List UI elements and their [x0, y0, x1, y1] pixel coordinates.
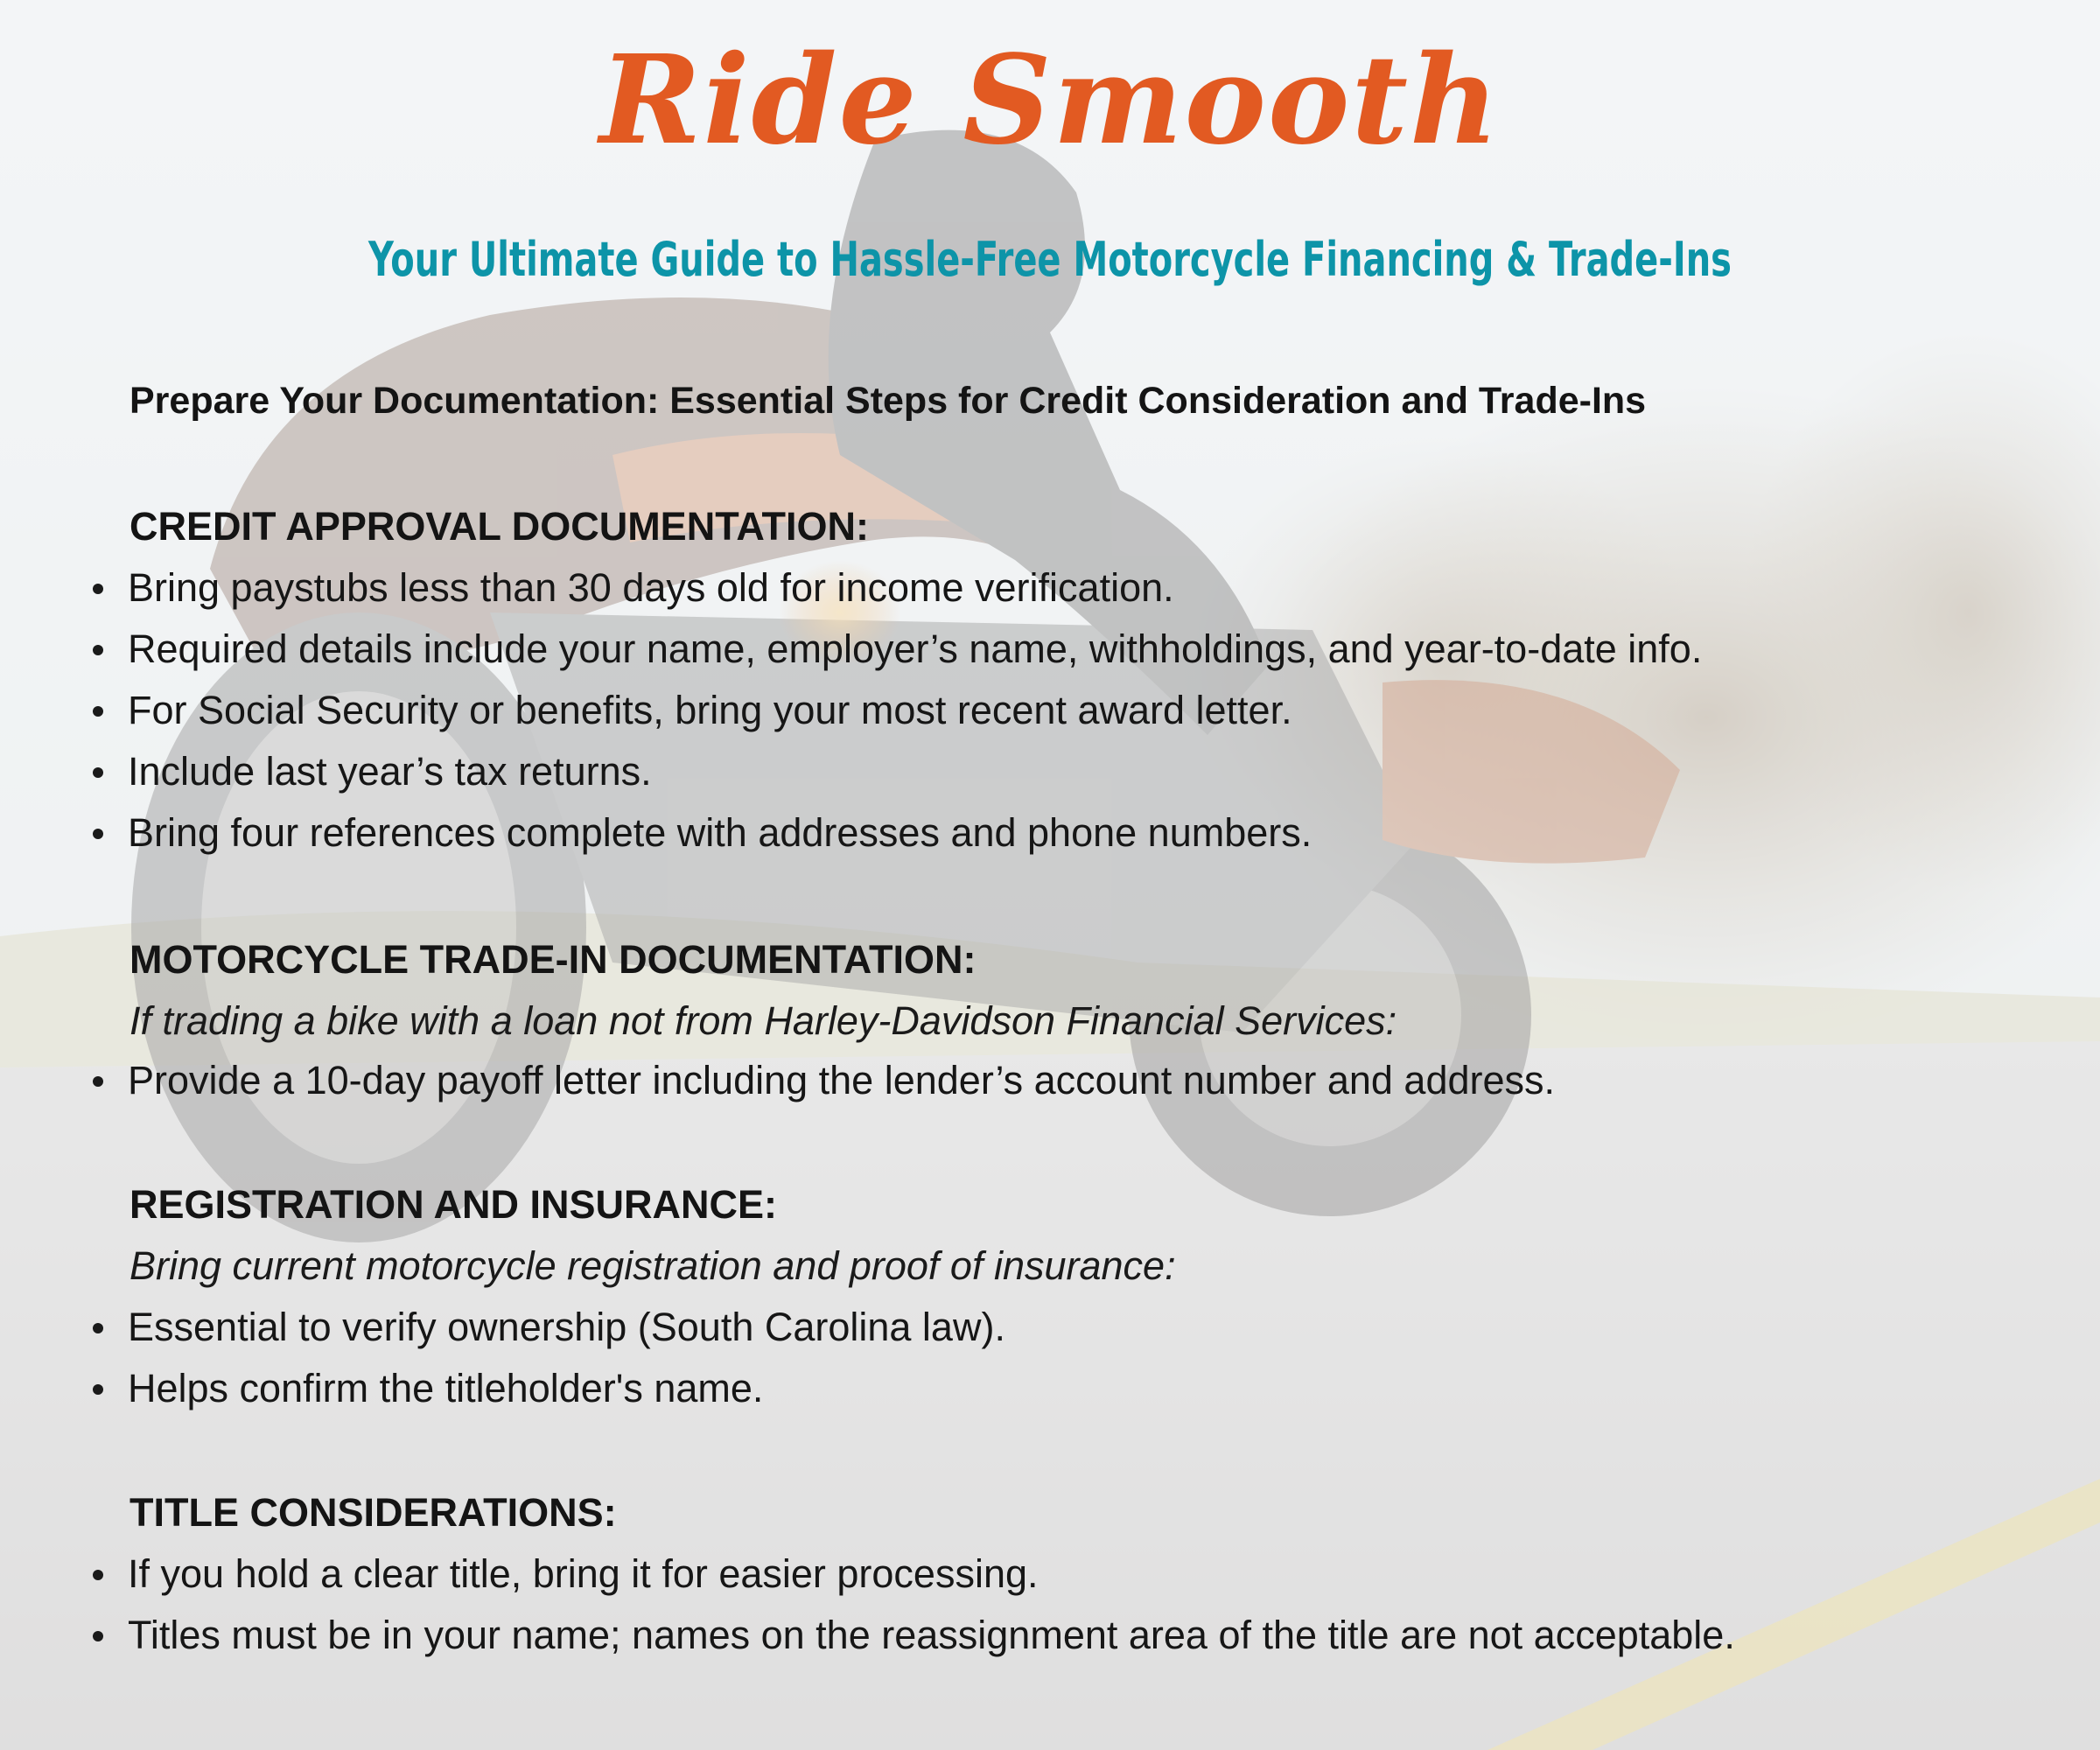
list-item — [0, 1544, 1735, 1605]
list-item-text: Bring paystubs less than 30 days old for income verification. — [128, 565, 1174, 610]
page-title: Ride Smooth — [599, 29, 1501, 172]
credit-approval-heading: CREDIT APPROVAL DOCUMENTATION: — [130, 504, 869, 549]
list-item — [0, 1050, 1555, 1111]
bullet-icon — [93, 706, 103, 717]
registration-heading: REGISTRATION AND INSURANCE: — [130, 1182, 777, 1227]
bullet-icon — [93, 645, 103, 655]
list-item — [0, 1297, 1005, 1358]
bullet-icon — [93, 1631, 103, 1642]
list-item-text: If you hold a clear title, bring it for easier processing. — [128, 1551, 1039, 1596]
title-considerations-list — [0, 1544, 1735, 1666]
trade-in-note: If trading a bike with a loan not from Harley-Davidson Financial Services: — [130, 998, 1397, 1043]
registration-note: Bring current motorcycle registration and proof of insurance: — [130, 1243, 1176, 1288]
trade-in-list — [0, 1050, 1555, 1111]
bullet-icon — [93, 1076, 103, 1087]
list-item — [0, 802, 1702, 864]
bullet-icon — [93, 767, 103, 778]
list-item-text: Titles must be in your name; names on the reassignment area of the title are not acceptable. — [128, 1613, 1735, 1657]
title-considerations-heading: TITLE CONSIDERATIONS: — [130, 1490, 617, 1535]
list-item-text: For Social Security or benefits, bring your most recent award letter. — [128, 688, 1292, 732]
list-item — [0, 1358, 1005, 1419]
bullet-icon — [93, 1570, 103, 1580]
list-item-text: Bring four references complete with addresses and phone numbers. — [128, 810, 1312, 855]
trade-in-heading: MOTORCYCLE TRADE-IN DOCUMENTATION: — [130, 937, 976, 982]
list-item-text: Include last year’s tax returns. — [128, 749, 652, 794]
credit-approval-list — [0, 557, 1702, 864]
bullet-icon — [93, 584, 103, 594]
bullet-icon — [93, 829, 103, 839]
bullet-icon — [93, 1323, 103, 1334]
list-item — [0, 741, 1702, 802]
list-item — [0, 1605, 1735, 1666]
page-subtitle: Your Ultimate Guide to Hassle-Free Motorcycle Financing & Trade-Ins — [368, 232, 1732, 287]
registration-list — [0, 1297, 1005, 1419]
list-item-text: Provide a 10-day payoff letter including the lender’s account number and address. — [128, 1058, 1556, 1102]
list-item — [0, 619, 1702, 680]
bullet-icon — [93, 1384, 103, 1395]
list-item — [0, 680, 1702, 741]
list-item-text: Helps confirm the titleholder's name. — [128, 1366, 764, 1410]
list-item — [0, 557, 1702, 619]
list-item-text: Essential to verify ownership (South Carolina law). — [128, 1305, 1005, 1349]
intro-heading: Prepare Your Documentation: Essential Steps for Credit Consideration and Trade-Ins — [130, 380, 1647, 422]
list-item-text: Required details include your name, employer’s name, withholdings, and year-to-date info. — [128, 626, 1703, 671]
